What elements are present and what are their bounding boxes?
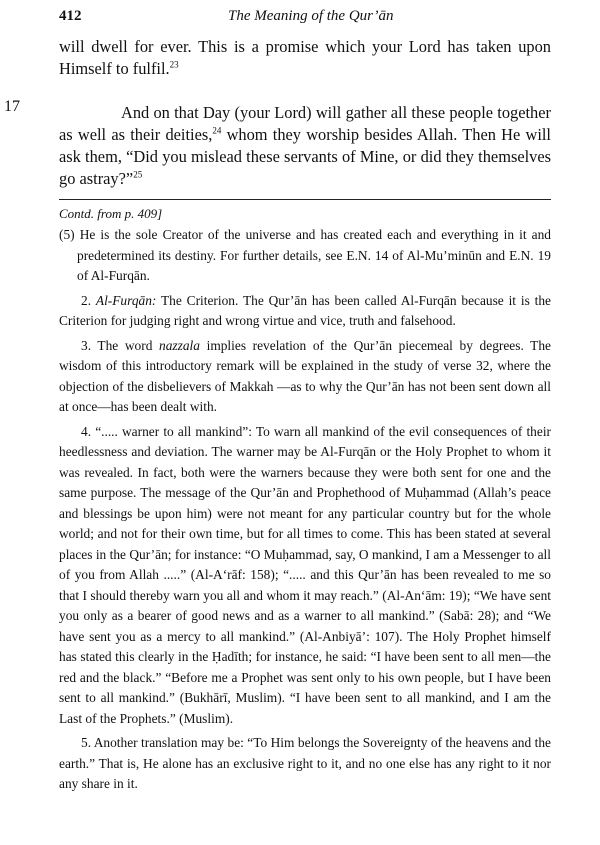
footnote-ref: 25 [133, 169, 143, 180]
note-3-text: implies revelation of the Qur’ān piecemeal by degrees. The wisdom of this introductory remark will be explained in the study of verse 32, where the objection of the disbelievers of Makkah —as to why the Qur’ān has not been sent down all at once—has been dealt with. [59, 337, 551, 414]
verse-17 [59, 102, 551, 190]
note-2-term: Al-Furqān: [95, 292, 157, 308]
footnote-ref: 23 [169, 59, 179, 70]
divider-rule [59, 199, 551, 200]
note-2-number: 2. [81, 292, 96, 308]
note-2-text: The Criterion. The Qur’ān has been called Al-Furqān because it is the Criterion for judging right and wrong virtue and vice, truth and falsehood. [59, 292, 552, 328]
footnote-ref: 24 [212, 125, 222, 136]
note-5-continued: (5) He is the sole Creator of the universe and has created each and everything in it and predetermined its destiny. For further details, see E.N. 14 of Al-Mu’minūn and E.N. 19 of Al-Furqān. [59, 227, 551, 283]
page-number: 412 [59, 8, 82, 24]
note-3 [59, 336, 551, 418]
verse-continuation [59, 36, 551, 80]
running-head: The Meaning of the Qur’ān [228, 8, 394, 24]
note-5: 5. Another translation may be: “To Him belongs the Sovereignty of the heavens and the earth.” That is, He alone has an exclusive right to it, and no one else has any right to it nor any share in it. [59, 735, 551, 791]
footnotes [59, 225, 551, 799]
verse-17-text-2: whom they worship besides Allah. Then He will ask them, “Did you mislead these servants of Mine, or did they themselves go astray?” [59, 125, 551, 188]
continued-label: Contd. from p. 409] [59, 206, 163, 221]
verse-number: 17 [4, 98, 20, 115]
note-4: 4. “..... warner to all mankind”: To warn all mankind of the evil consequences of their heedlessness and deviation. The warner may be Al-Furqān or the Holy Prophet to whom it was revealed. In fact, both were the warners because they were both sent for one and the same purpose. The message of the Qur’ān and Prophethood of Muḥammad (Allah’s peace and blessings be upon him) were not meant for any particular country but for the whole world; and not for their own time, but for all times to come. This has been stated at several places in the Qur’ān; for instance: “O Muḥammad, say, O mankind, I am a Messenger to all of you from Allah .....” (Al-A‘rāf: 158); “..... and this Qur’ān has been revealed to me so that I should thereby warn you all and whom it may reach.” (Al-An‘ām: 19); “We have sent you only as a bearer of good news and as a warner to all mankind.” (Sabā: 28); and “We have sent you as a mercy to all mankind.” (Al-Anbiyā’: 107). The Holy Prophet himself has stated this clearly in the Ḥadīth; for instance, he said: “I have been sent to all men—the red and the black.” “Before me a Prophet was sent only to his own people, but I have been sent to all mankind.” (Bukhārī, Muslim). “I have been sent to all mankind, and I am the Last of the Prophets.” (Muslim). [59, 423, 551, 726]
note-3-number: 3. The word [81, 337, 160, 353]
verse-17-text-1: And on that Day (your Lord) will gather all these people together as well as their deities, [59, 103, 551, 144]
verse-continuation-text: will dwell for ever. This is a promise which your Lord has taken upon Himself to fulfil. [59, 37, 551, 78]
note-3-term: nazzala [159, 337, 200, 353]
note-2 [59, 291, 551, 332]
